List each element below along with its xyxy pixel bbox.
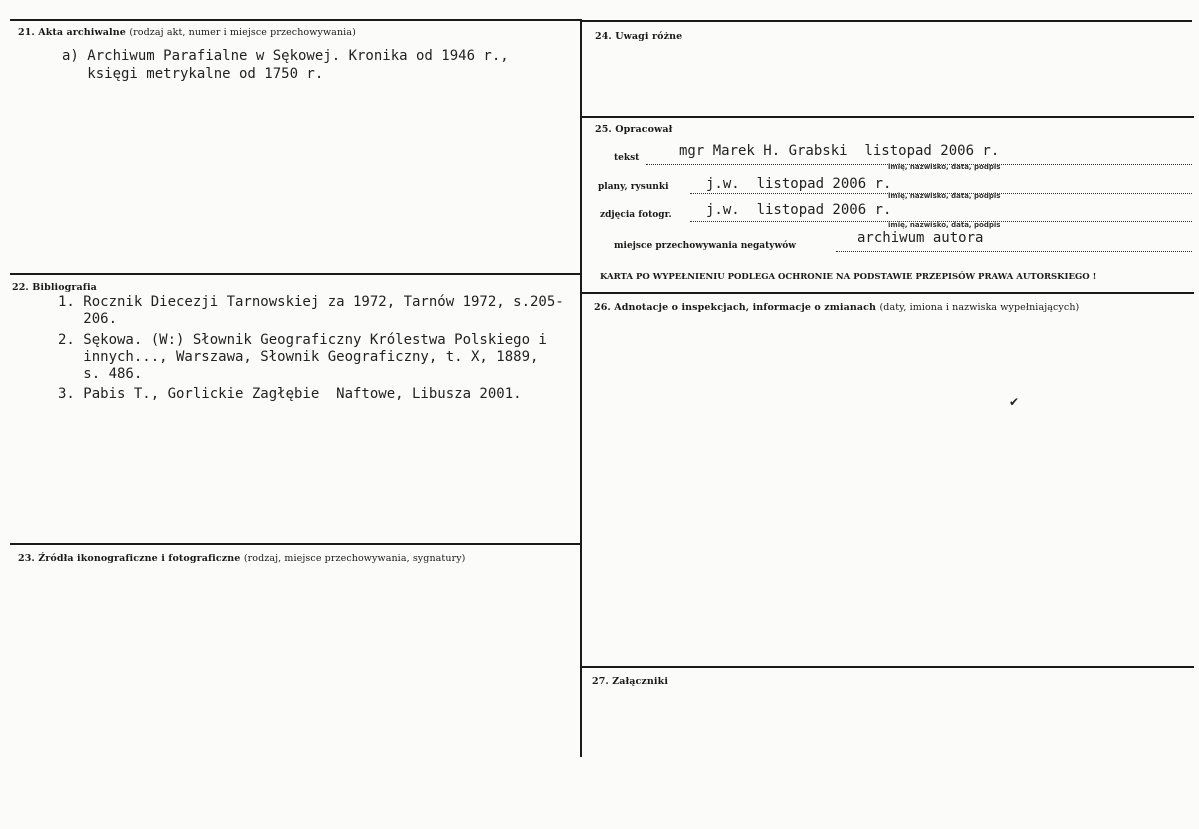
bibliography-line-2: 206. [58, 311, 118, 327]
section-27-title: Załączniki [612, 676, 669, 687]
section-27-label [592, 676, 668, 687]
section-27-number: 27. [592, 676, 609, 687]
section-25-number: 25. [595, 124, 612, 135]
section-24-title: Uwagi różne [615, 31, 683, 42]
section-23-number: 23. [18, 553, 35, 564]
section-26-subtitle: (daty, imiona i nazwiska wypełniających) [879, 302, 1080, 313]
section-22-title: Bibliografia [32, 282, 97, 293]
field-plany-value: j.w. listopad 2006 r. [706, 176, 892, 192]
section-21-title: Akta archiwalne [38, 27, 126, 38]
rule-25-26 [580, 292, 1194, 294]
section-26-label [594, 302, 1079, 313]
section-24-number: 24. [595, 31, 612, 42]
section-21-number: 21. [18, 27, 35, 38]
section-21-label [18, 27, 356, 38]
section-24-label [595, 31, 682, 42]
section-21-subtitle: (rodzaj akt, numer i miejsce przechowywania) [129, 27, 356, 38]
section-26-number: 26. [594, 302, 611, 313]
bibliography-line-4: innych..., Warszawa, Słownik Geograficzny, t. X, 1889, [58, 349, 539, 365]
bibliography-line-3: 2. Sękowa. (W:) Słownik Geograficzny Królestwa Polskiego i [58, 332, 547, 348]
field-negatywy-value: archiwum autora [857, 230, 984, 246]
section-21-line-2: księgi metrykalne od 1750 r. [62, 66, 324, 82]
field-tekst-label: tekst [614, 153, 640, 163]
field-negatywy-label: miejsce przechowywania negatywów [614, 241, 796, 251]
rule-22-23 [10, 543, 582, 545]
field-tekst-hint: imię, nazwisko, data, podpis [888, 163, 1001, 171]
field-zdjecia-label: zdjęcia fotogr. [600, 210, 672, 220]
top-rule-left [10, 19, 582, 21]
copyright-notice: KARTA PO WYPEŁNIENIU PODLEGA OCHRONIE NA PODSTAWIE PRZEPISÓW PRAWA AUTORSKIEGO ! [600, 272, 1097, 282]
center-divider [580, 19, 582, 757]
bibliography-line-1: 1. Rocznik Diecezji Tarnowskiej za 1972, Tarnów 1972, s.205- [58, 294, 564, 310]
rule-21-22 [10, 273, 582, 275]
section-25-label [595, 124, 672, 135]
section-22-number: 22. [12, 282, 29, 293]
field-plany-label: plany, rysunki [598, 182, 669, 192]
section-23-subtitle: (rodzaj, miejsce przechowywania, sygnatury) [243, 553, 466, 564]
section-25-title: Opracował [615, 124, 673, 135]
bibliography-line-5: s. 486. [58, 366, 143, 382]
top-rule-right [580, 20, 1192, 22]
rule-24-25 [580, 116, 1194, 118]
section-23-title: Źródła ikonograficzne i fotograficzne [38, 553, 241, 564]
field-plany-hint: imię, nazwisko, data, podpis [888, 192, 1001, 200]
section-26-title: Adnotacje o inspekcjach, informacje o zmianach [614, 302, 877, 313]
check-mark-icon: ✔ [1009, 395, 1020, 409]
section-21-line-1: a) Archiwum Parafialne w Sękowej. Kronika od 1946 r., [62, 48, 509, 64]
bibliography-line-6: 3. Pabis T., Gorlickie Zagłębie Naftowe, Libusza 2001. [58, 386, 522, 402]
rule-26-27 [580, 666, 1194, 668]
field-zdjecia-value: j.w. listopad 2006 r. [706, 202, 892, 218]
field-zdjecia-hint: imię, nazwisko, data, podpis [888, 221, 1001, 229]
section-22-label [12, 282, 97, 293]
field-negatywy-dotted-line [836, 251, 1192, 252]
section-23-label [18, 553, 466, 564]
field-tekst-value: mgr Marek H. Grabski listopad 2006 r. [679, 143, 1000, 159]
